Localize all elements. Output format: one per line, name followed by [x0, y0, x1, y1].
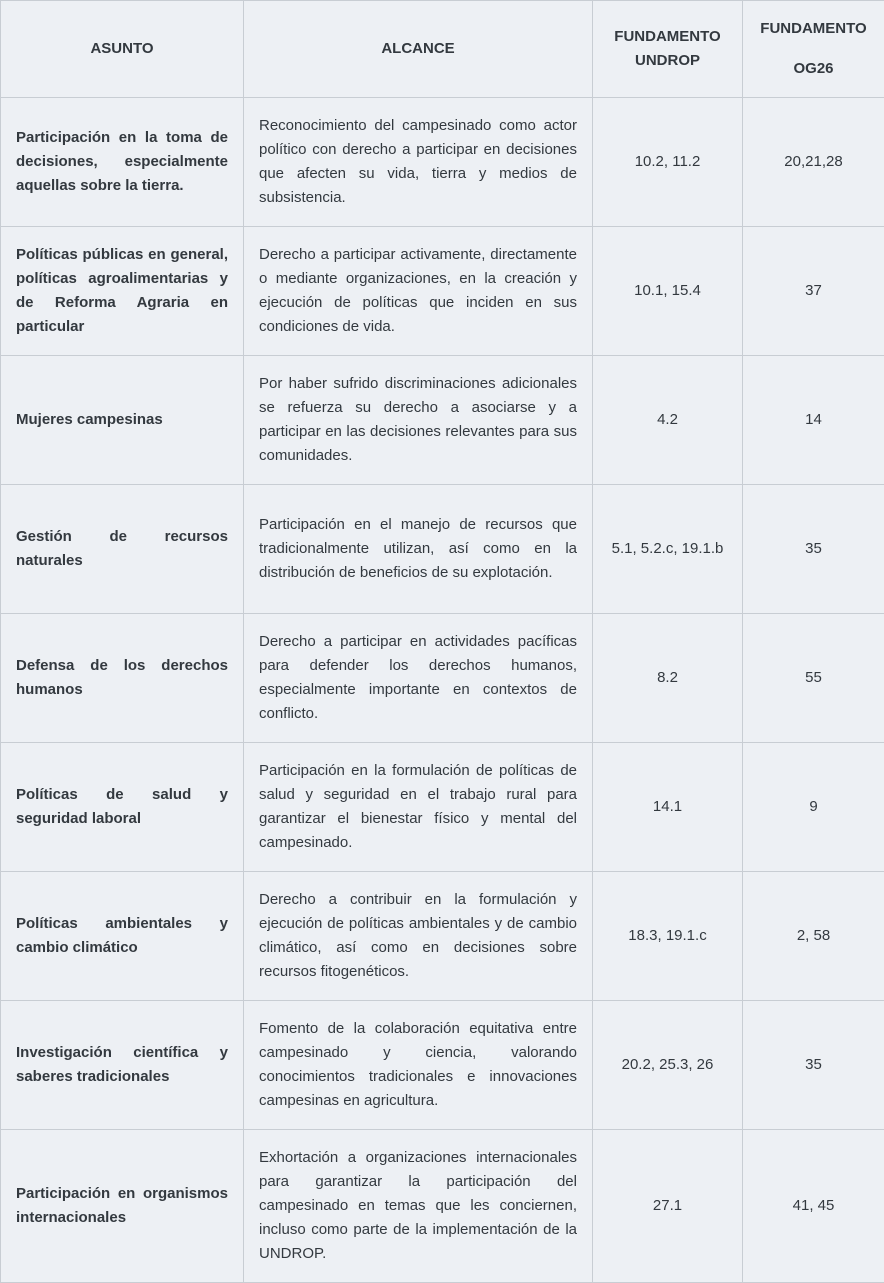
- table-row: [1, 356, 884, 485]
- cell-undrop: 10.2, 11.2: [593, 98, 743, 227]
- cell-asunto: Mujeres campesinas: [1, 356, 244, 485]
- table-row: [1, 1001, 884, 1130]
- table-row: [1, 98, 884, 227]
- cell-og26: 20,21,28: [743, 98, 884, 227]
- cell-alcance: Participación en la formulación de políticas de salud y seguridad en el trabajo rural para garantizar el bienestar físico y mental del campesinado.: [244, 743, 593, 872]
- cell-alcance: Reconocimiento del campesinado como actor político con derecho a participar en decisiones que afecten su vida, tierra y medios de subsistencia.: [244, 98, 593, 227]
- table-row: [1, 614, 884, 743]
- header-alcance: ALCANCE: [244, 1, 593, 98]
- cell-asunto: Políticas públicas en general, políticas agroalimentarias y de Reforma Agraria en particular: [1, 227, 244, 356]
- cell-asunto: Políticas de salud y seguridad laboral: [1, 743, 244, 872]
- cell-undrop: 10.1, 15.4: [593, 227, 743, 356]
- cell-og26: 35: [743, 1001, 884, 1130]
- header-row: [1, 1, 884, 98]
- cell-og26: 14: [743, 356, 884, 485]
- cell-asunto: Defensa de los derechos humanos: [1, 614, 244, 743]
- header-asunto: ASUNTO: [1, 1, 244, 98]
- cell-alcance: Derecho a contribuir en la formulación y ejecución de políticas ambientales y de cambio climático, así como en decisiones sobre recursos fitogenéticos.: [244, 872, 593, 1001]
- cell-og26: 37: [743, 227, 884, 356]
- cell-alcance: Participación en el manejo de recursos que tradicionalmente utilizan, así como en la distribución de beneficios de su explotación.: [244, 485, 593, 614]
- table-row: [1, 485, 884, 614]
- table-row: [1, 1130, 884, 1283]
- cell-asunto: Gestión de recursos naturales: [1, 485, 244, 614]
- header-fundamento-og26: FUNDAMENTO OG26: [743, 1, 884, 98]
- table-row: [1, 872, 884, 1001]
- cell-og26: 2, 58: [743, 872, 884, 1001]
- cell-asunto: Políticas ambientales y cambio climático: [1, 872, 244, 1001]
- cell-undrop: 14.1: [593, 743, 743, 872]
- header-fundamento-undrop: FUNDAMENTO UNDROP: [593, 1, 743, 98]
- cell-alcance: Fomento de la colaboración equitativa entre campesinado y ciencia, valorando conocimientos tradicionales e innovaciones campesinas en agricultura.: [244, 1001, 593, 1130]
- cell-alcance: Derecho a participar en actividades pacíficas para defender los derechos humanos, especialmente importante en contextos de conflicto.: [244, 614, 593, 743]
- cell-asunto: Participación en la toma de decisiones, especialmente aquellas sobre la tierra.: [1, 98, 244, 227]
- cell-undrop: 8.2: [593, 614, 743, 743]
- cell-undrop: 27.1: [593, 1130, 743, 1283]
- cell-alcance: Por haber sufrido discriminaciones adicionales se refuerza su derecho a asociarse y a participar en las decisiones relevantes para sus comunidades.: [244, 356, 593, 485]
- cell-og26: 35: [743, 485, 884, 614]
- table-row: [1, 743, 884, 872]
- cell-undrop: 18.3, 19.1.c: [593, 872, 743, 1001]
- cell-undrop: 4.2: [593, 356, 743, 485]
- cell-og26: 9: [743, 743, 884, 872]
- cell-og26: 55: [743, 614, 884, 743]
- cell-undrop: 5.1, 5.2.c, 19.1.b: [593, 485, 743, 614]
- cell-og26: 41, 45: [743, 1130, 884, 1283]
- cell-alcance: Exhortación a organizaciones internacionales para garantizar la participación del campesinado en temas que les conciernen, incluso como parte de la implementación de la UNDROP.: [244, 1130, 593, 1283]
- cell-asunto: Participación en organismos internacionales: [1, 1130, 244, 1283]
- cell-undrop: 20.2, 25.3, 26: [593, 1001, 743, 1130]
- cell-asunto: Investigación científica y saberes tradicionales: [1, 1001, 244, 1130]
- cell-alcance: Derecho a participar activamente, directamente o mediante organizaciones, en la creación y ejecución de políticas que inciden en sus condiciones de vida.: [244, 227, 593, 356]
- table-row: [1, 227, 884, 356]
